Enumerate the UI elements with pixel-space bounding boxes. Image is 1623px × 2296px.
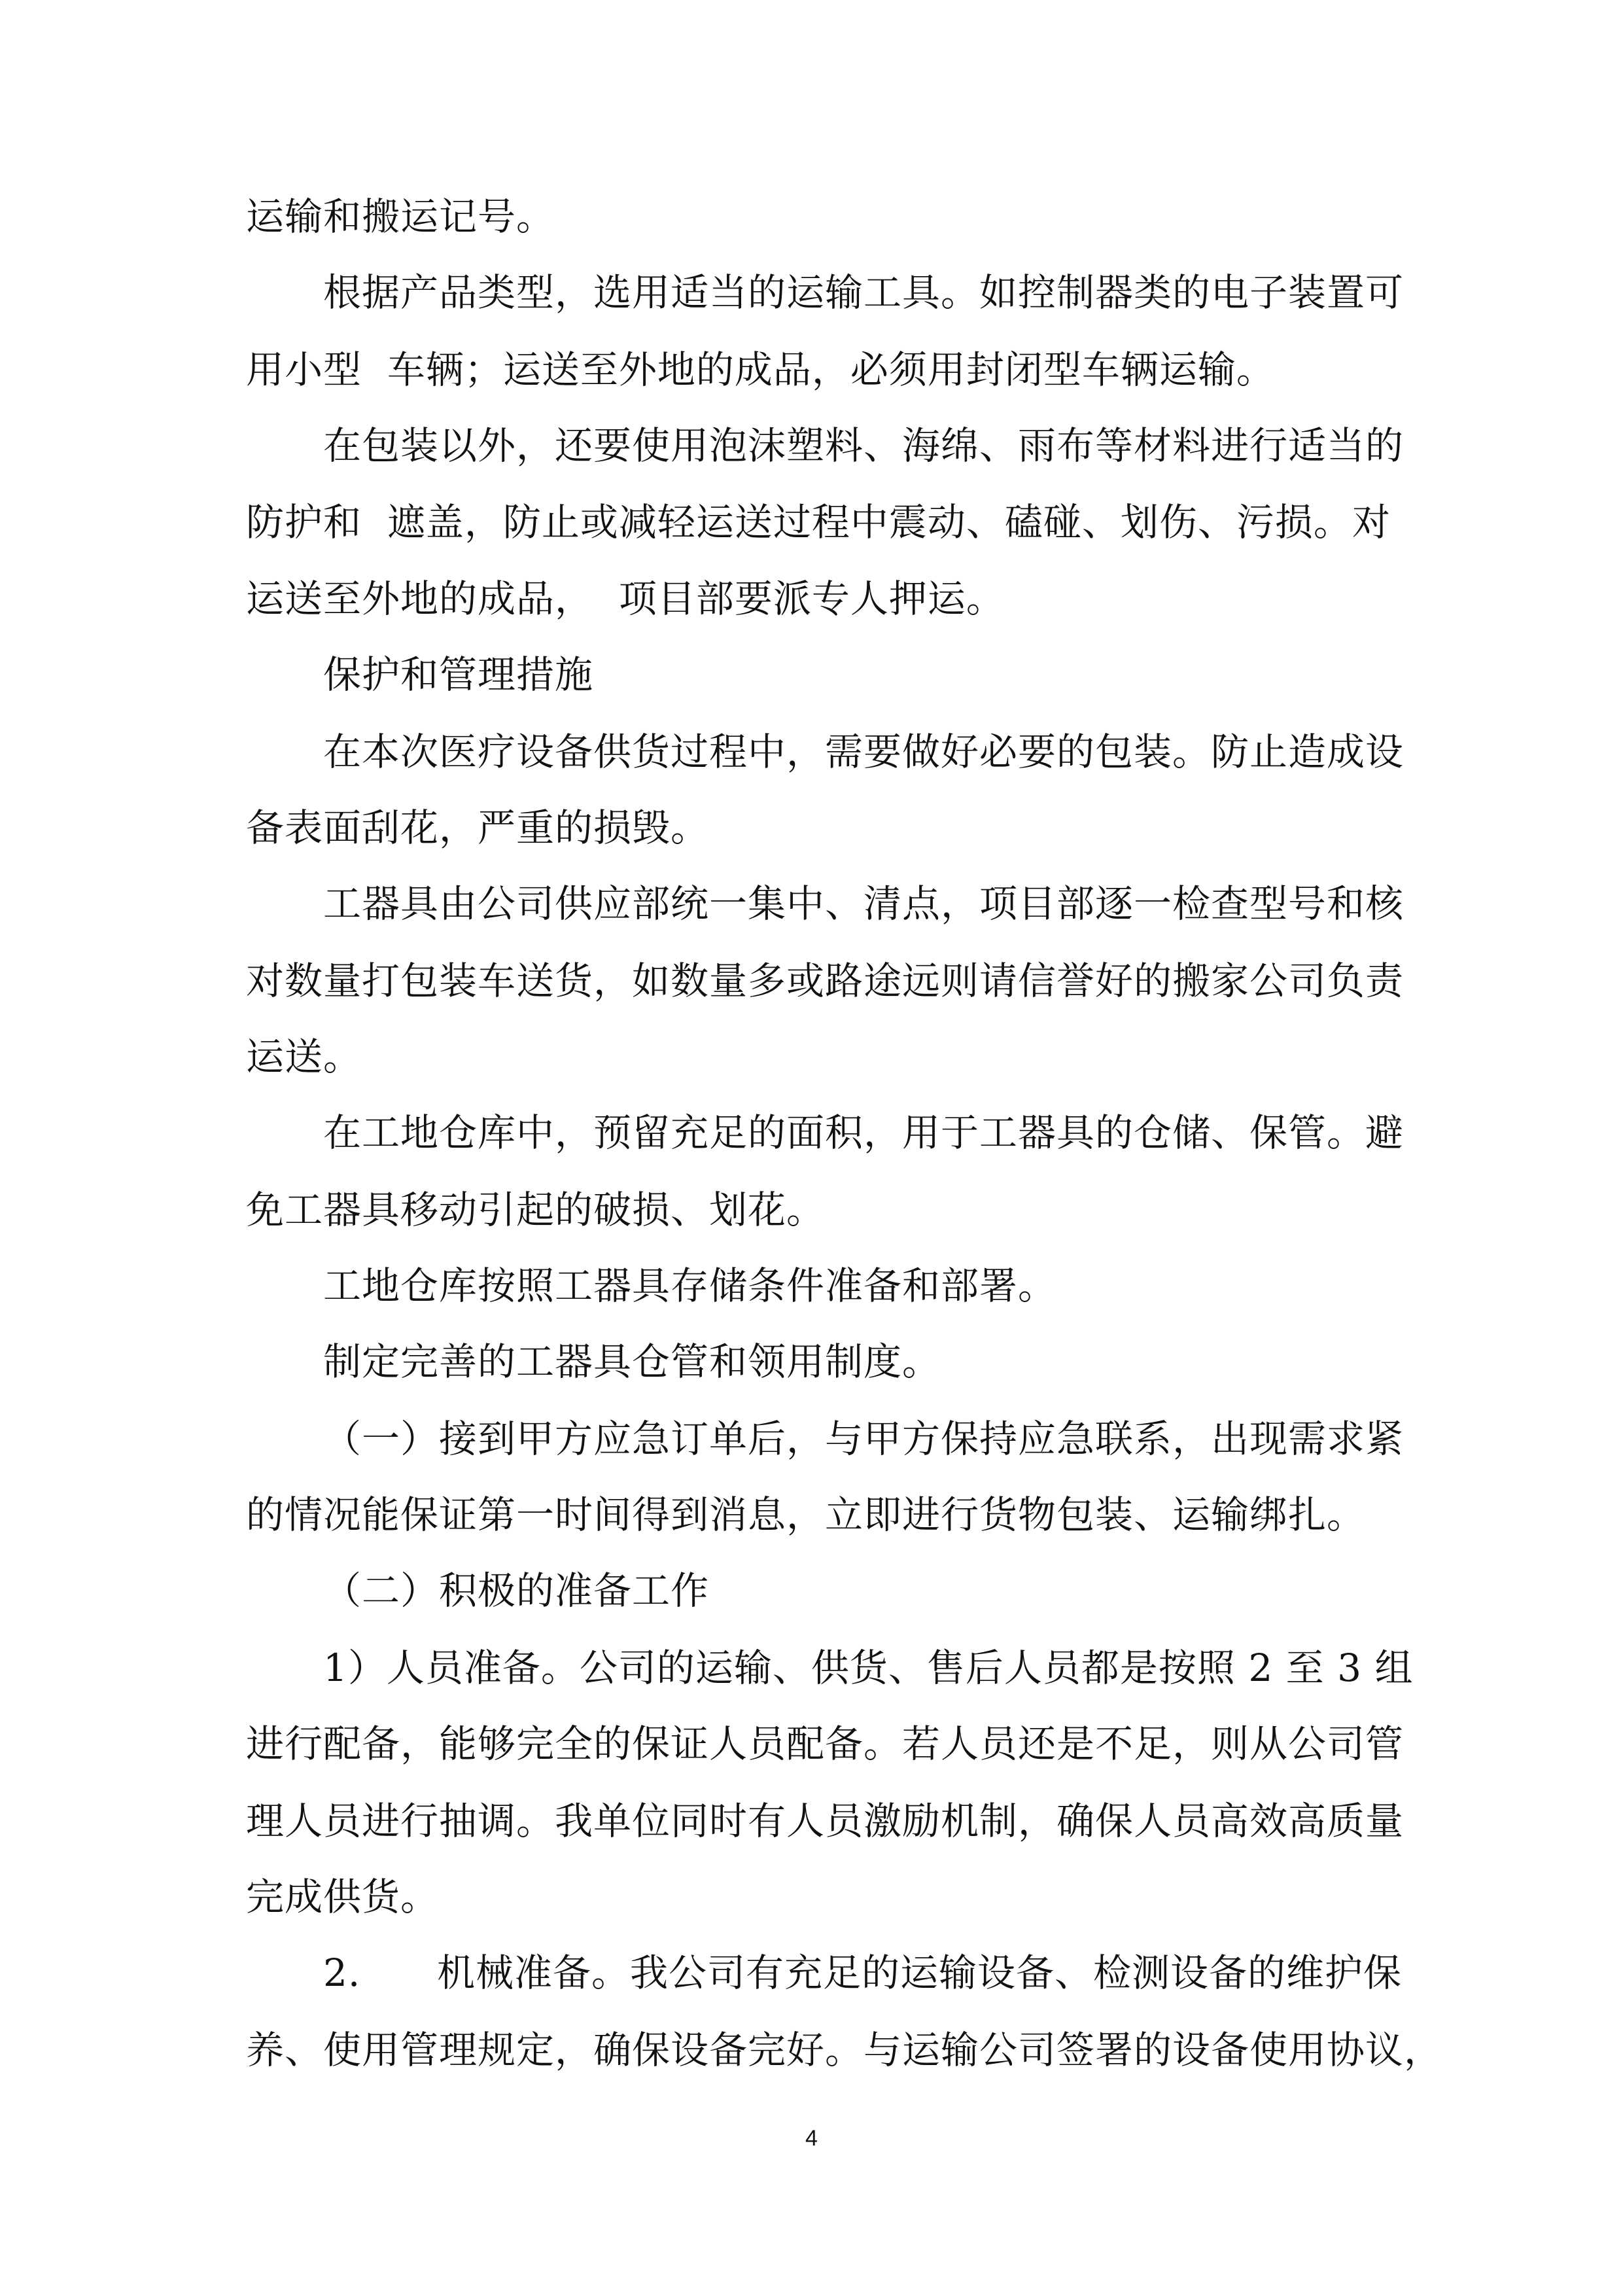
- text-line-18: 的情况能保证第一时间得到消息，立即进行货物包装、运输绑扎。: [246, 1492, 1366, 1537]
- text-line-9: 备表面刮花，严重的损毁。: [246, 805, 710, 850]
- text-line-23: 完成供货。: [246, 1875, 440, 1919]
- text-line-3: 用小型 车辆；运送至外地的成品，必须用封闭型车辆运输。: [246, 347, 1275, 392]
- text-line-10: 工器具由公司供应部统一集中、清点，项目部逐一检查型号和核: [323, 881, 1405, 926]
- text-line-8: 在本次医疗设备供货过程中，需要做好必要的包装。防止造成设: [323, 730, 1405, 774]
- text-line-1: 运输和搬运记号。: [246, 194, 555, 239]
- text-line-24: 2. 机械准备。我公司有充足的运输设备、检测设备的维护保: [323, 1951, 1402, 1995]
- text-line-22: 理人员进行抽调。我单位同时有人员激励机制，确保人员高效高质量: [246, 1799, 1405, 1843]
- text-line-14: 免工器具移动引起的破损、划花。: [246, 1188, 826, 1232]
- text-line-11: 对数量打包装车送货，如数量多或路途远则请信誉好的搬家公司负责: [246, 959, 1405, 1003]
- text-line-7: 保护和管理措施: [323, 652, 594, 697]
- text-line-15: 工地仓库按照工器具存储条件准备和部署。: [323, 1263, 1057, 1308]
- text-line-21: 进行配备，能够完全的保证人员配备。若人员还是不足，则从公司管: [246, 1722, 1405, 1766]
- text-line-12: 运送。: [246, 1034, 362, 1079]
- text-line-6: 运送至外地的成品， 项目部要派专人押运。: [246, 576, 1005, 621]
- text-line-13: 在工地仓库中，预留充足的面积，用于工器具的仓储、保管。避: [323, 1110, 1405, 1155]
- page-number: 4: [805, 2126, 818, 2151]
- text-line-19: （二）积极的准备工作: [323, 1568, 710, 1613]
- text-line-5: 防护和 遮盖，防止或减轻运送过程中震动、磕碰、划伤、污损。对: [246, 500, 1391, 544]
- text-line-2: 根据产品类型，选用适当的运输工具。如控制器类的电子装置可: [323, 270, 1405, 315]
- text-line-4: 在包装以外，还要使用泡沫塑料、海绵、雨布等材料进行适当的: [323, 423, 1405, 468]
- text-line-20: 1）人员准备。公司的运输、供货、售后人员都是按照 2 至 3 组: [323, 1646, 1414, 1690]
- text-line-16: 制定完善的工器具仓管和领用制度。: [323, 1339, 941, 1384]
- text-line-25: 养、使用管理规定，确保设备完好。与运输公司签署的设备使用协议，: [246, 2028, 1443, 2072]
- text-line-17: （一）接到甲方应急订单后，与甲方保持应急联系，出现需求紧: [323, 1417, 1405, 1461]
